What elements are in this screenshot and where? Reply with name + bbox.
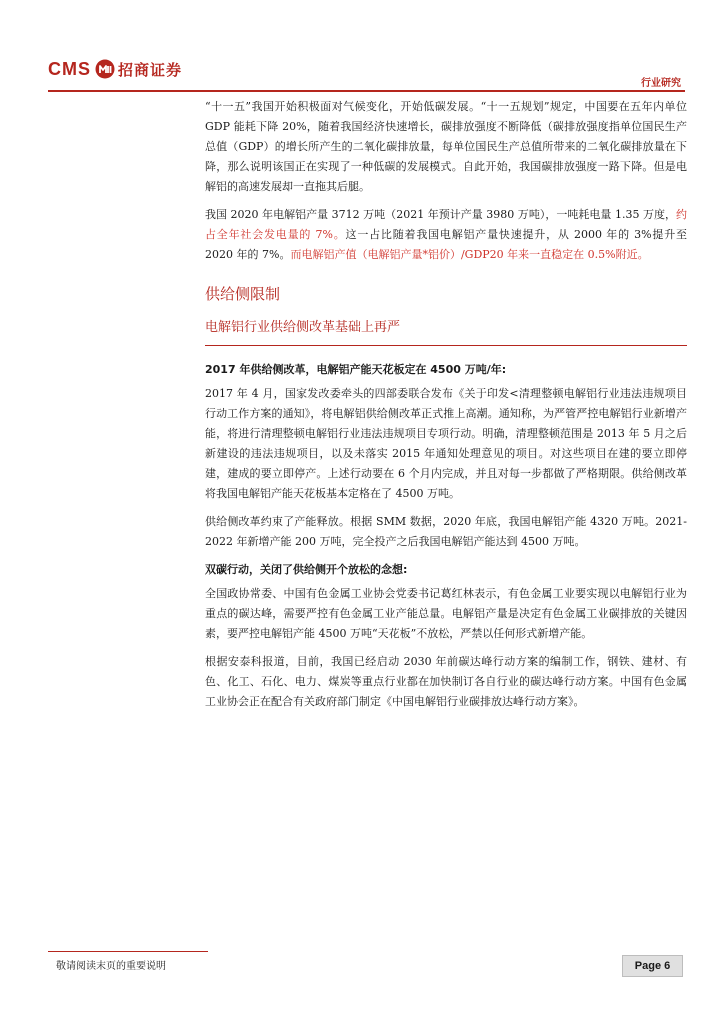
footer-disclaimer-note: 敬请阅读末页的重要说明 xyxy=(56,961,166,972)
paragraph-reform-details: 2017 年 4 月，国家发改委牵头的四部委联合发布《关于印发<清理整顿电解铝行业违法违规项目行动工作方案的通知》，将电解铝供给侧改革正式推上高潮。通知称，为严管严控电解铝行业新增产能，将进行清理整顿电解铝行业违法违规项目专项行动。明确，清理整顿范围是 2013 年 5 月之后新建设的违法违规项目，以及未落实 2015 年通知处理意见的项目。对这些项目在建的要立即停建，建成的要立即停产。上述行动要在 6 个月内完成，并且对每一步都做了严格期限。供给侧改革将我国电解铝产能天花板基本定格在了 4500 万吨。 xyxy=(205,387,687,500)
page-number-badge: Page 6 xyxy=(622,955,683,977)
paragraph-industry-association: 全国政协常委、中国有色金属工业协会党委书记葛红林表示，有色金属工业要实现以电解铝行业为重点的碳达峰，需要严控有色金属工业产能总量。电解铝产量是决定有色金属工业碳排放的关键因素，要严控电解铝产能 4500 万吨“天花板”不放松，严禁以任何形式新增产能。 xyxy=(205,587,687,640)
subheading-supply-reform: 2017 年供给侧改革，电解铝产能天花板定在 4500 万吨/年: xyxy=(205,363,507,376)
cms-logo xyxy=(48,56,182,82)
paragraph-text: 我国 2020 年电解铝产量 3712 万吨（2021 年预计产量 3980 万吨），一吨耗电量 1.35 万度， xyxy=(205,208,676,221)
section-title: 供给侧限制 xyxy=(205,285,281,303)
section-subtitle: 电解铝行业供给侧改革基础上再严 xyxy=(205,320,401,335)
main-content xyxy=(205,97,687,720)
paragraph-aluminum-output xyxy=(205,205,687,265)
subtitle-divider xyxy=(205,345,687,346)
page-header xyxy=(48,56,685,92)
paragraph-text: 这一占比随着我国电解铝产量快速提升，从 2000 年的 3%提升至 2020 年的 7%。 xyxy=(205,228,688,261)
subheading-dual-carbon: 双碳行动，关闭了供给侧开个放松的念想: xyxy=(205,563,408,576)
highlight-text: 约占全年社会发电量的 7%。 xyxy=(205,208,687,241)
paragraph-capacity: 供给侧改革约束了产能释放。根据 SMM 数据，2020 年底，我国电解铝产能 4320 万吨。2021-2022 年新增产能 200 万吨，完全投产之后我国电解铝产能达到 4500 万吨。 xyxy=(205,515,687,548)
section-tag: 行业研究 xyxy=(641,78,681,89)
highlight-text: 而电解铝产值（电解铝产量*铝价）/GDP20 年来一直稳定在 0.5%附近。 xyxy=(290,248,649,261)
header-divider xyxy=(48,90,685,92)
cms-emblem-icon xyxy=(95,59,115,79)
logo-chinese-name: 招商证券 xyxy=(118,60,183,79)
footer-divider xyxy=(48,951,208,952)
paragraph-carbon-intensity: “十一五”我国开始积极面对气候变化，开始低碳发展。“十一五规划”规定，中国要在五年内单位 GDP 能耗下降 20%，随着我国经济快速增长，碳排放强度不断降低（碳排放强度指单位国民生产总值（GDP）的增长所产生的二氧化碳排放量，每单位国民生产总值所带来的二氧化碳排放量在下降，那么说明该国正在实现了一种低碳的发展模式。自此开始，我国碳排放强度一路下降。但是电解铝的高速发展却一直拖其后腿。 xyxy=(205,100,687,193)
logo-text: CMS xyxy=(48,58,91,79)
paragraph-peak-plan: 根据安泰科报道，目前，我国已经启动 2030 年前碳达峰行动方案的编制工作，钢铁、建材、有色、化工、石化、电力、煤炭等重点行业都在加快制订各自行业的碳达峰行动方案。中国有色金属工业协会正在配合有关政府部门制定《中国电解铝行业碳排放达峰行动方案》。 xyxy=(205,655,687,708)
